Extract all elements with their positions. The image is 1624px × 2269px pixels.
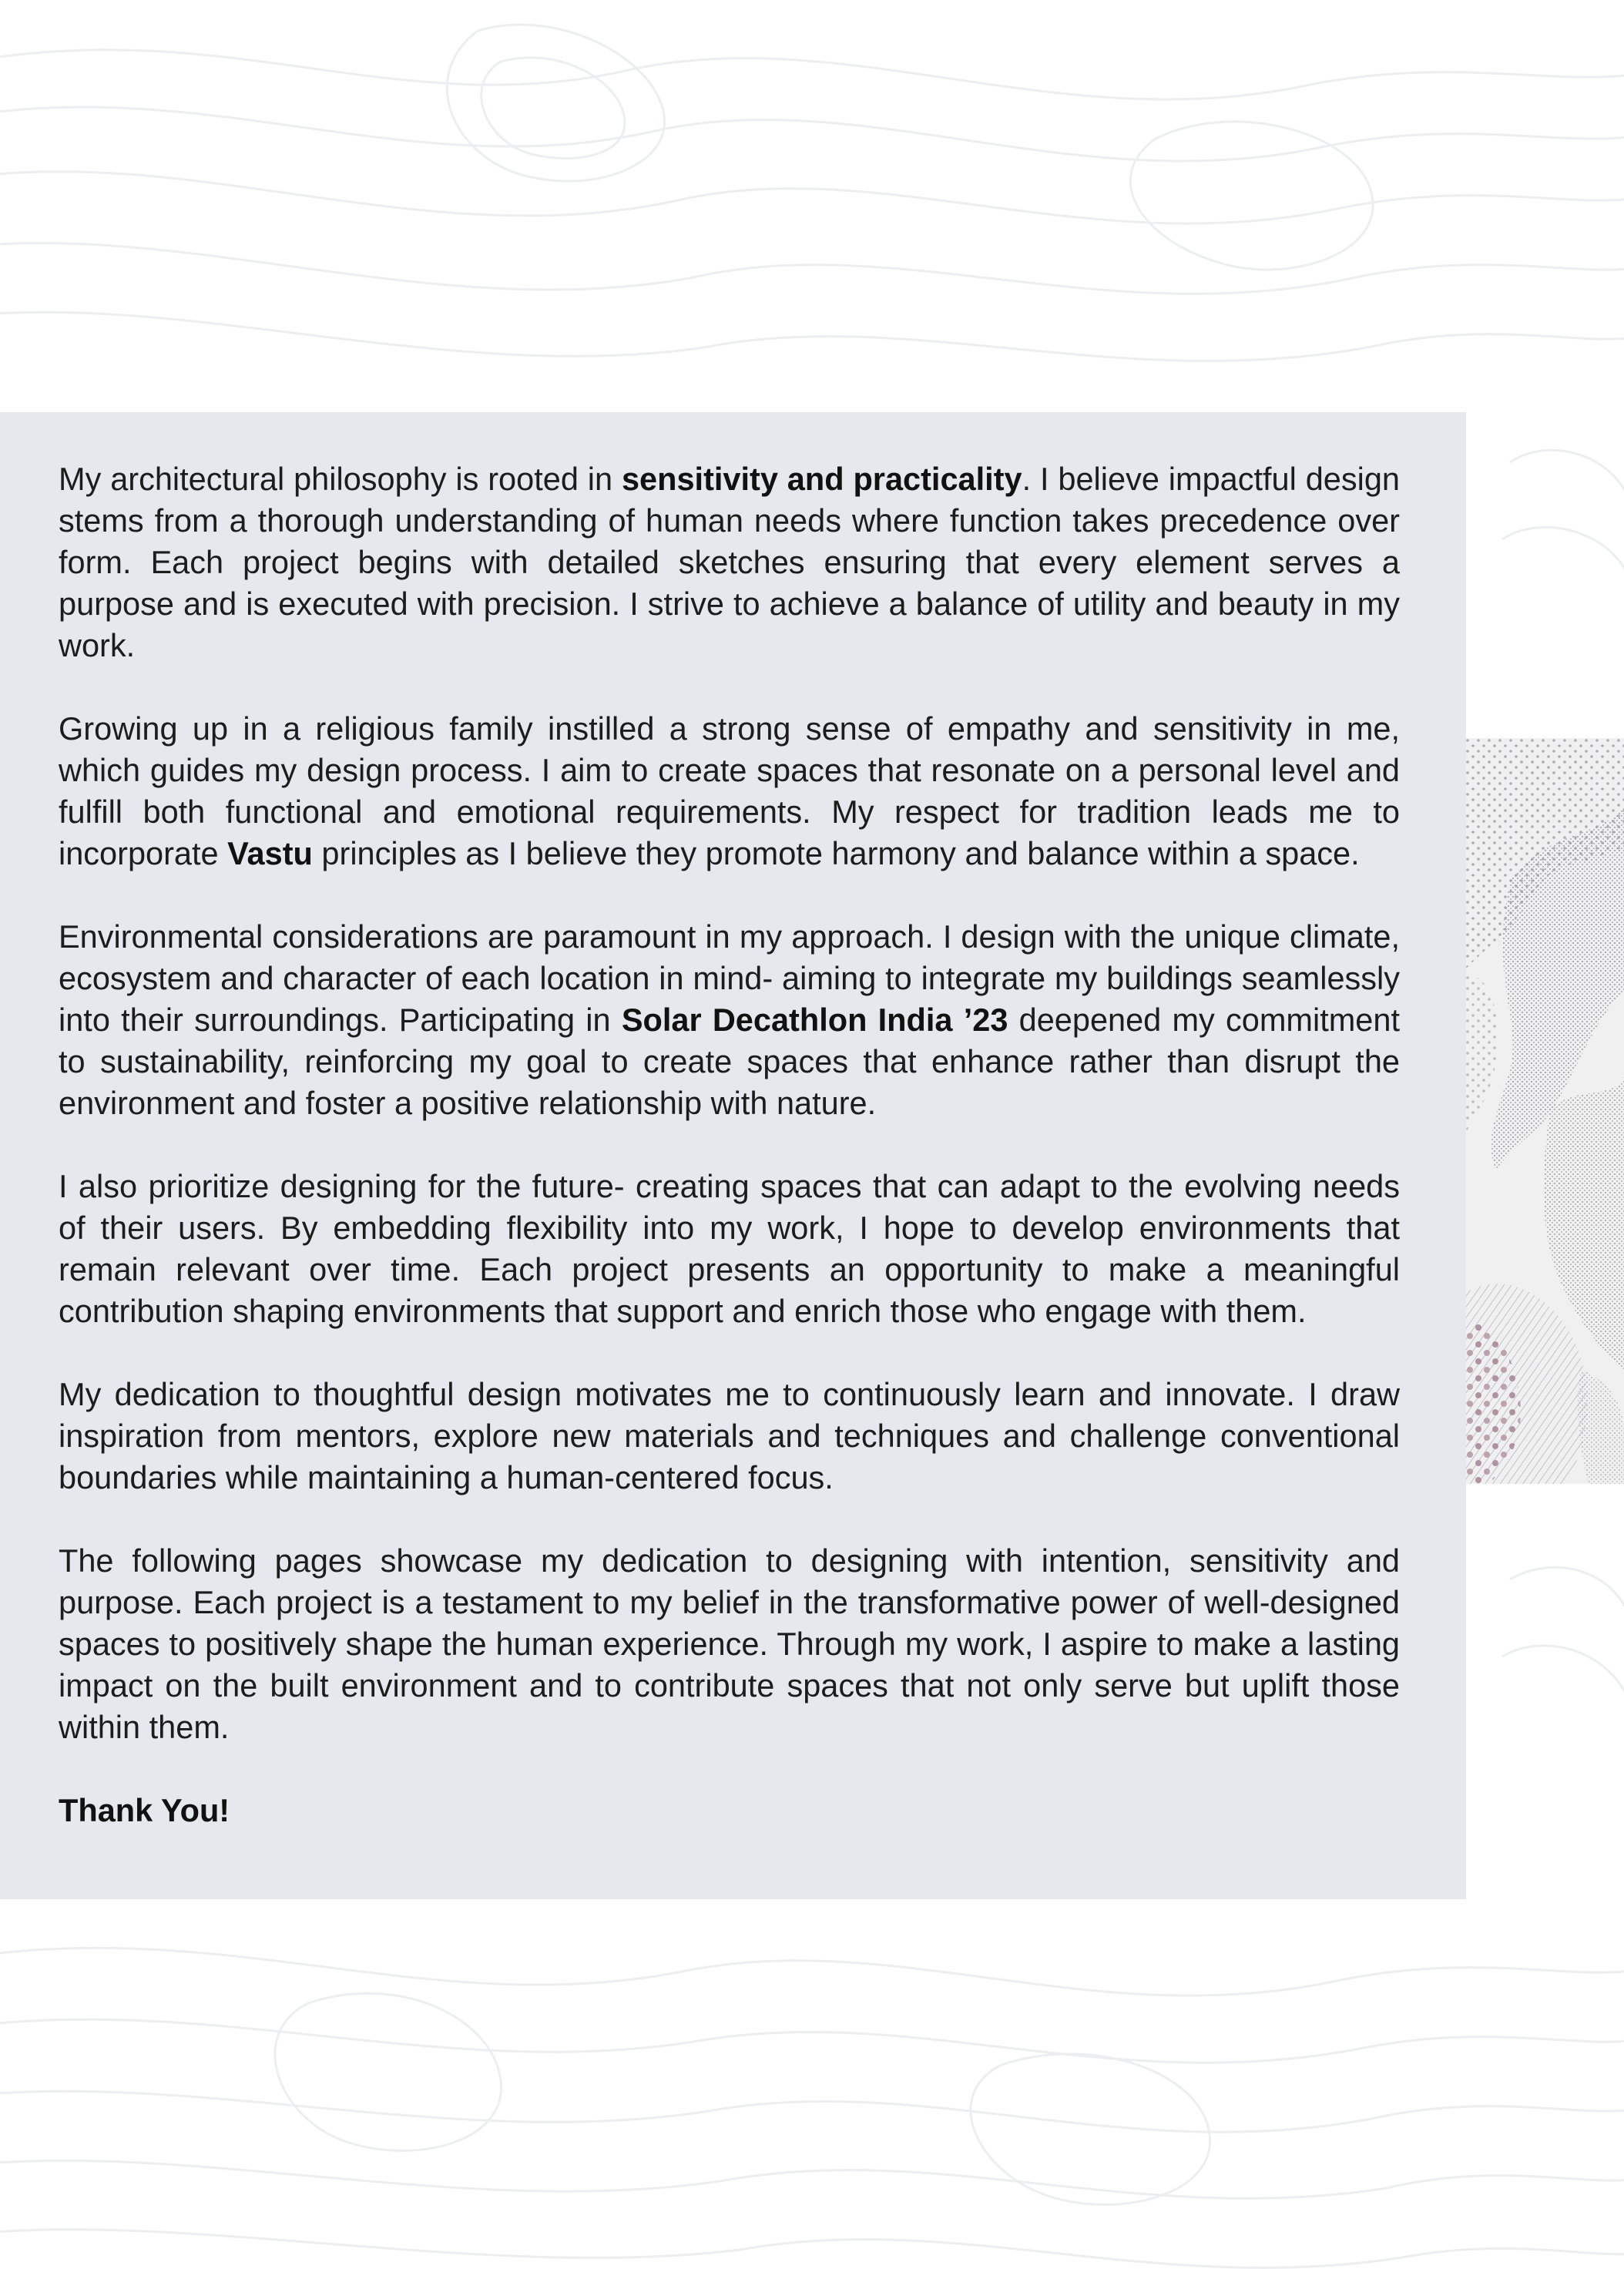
philosophy-paragraph-1 [59,458,1400,666]
paragraph-text: Environmental considerations are paramount in my approach. I design with the unique climate, ecosystem and character of each location in mind- aiming to integrate my buildings seamlessly into their surroundings. Participating in [59,918,1400,1038]
philosophy-paragraph-5: My dedication to thoughtful design motivates me to continuously learn and innovate. I draw inspiration from mentors, explore new materials and techniques and challenge conventional boundaries while maintaining a human-centered focus. [59,1376,1400,1495]
closing-thank-you: Thank You! [59,1792,230,1828]
paragraph-text: Growing up in a religious family instilled a strong sense of empathy and sensitivity in me, which guides my design process. I aim to create spaces that resonate on a personal level and fulfill both functional and emotional requirements. My respect for tradition leads me to incorporate [59,710,1400,871]
paragraph-text: deepened my commitment to sustainability, reinforcing my goal to create spaces that enhance rather than disrupt the environment and foster a positive relationship with nature. [59,1002,1400,1121]
philosophy-paragraph-3 [59,916,1400,1124]
philosophy-text-panel [0,412,1466,1899]
philosophy-paragraph-2 [59,708,1400,874]
emphasis-text: sensitivity and practicality [621,461,1022,497]
stipple-artwork [1465,738,1624,1484]
paragraph-text: . I believe impactful design stems from a thorough understanding of human needs where function takes precedence over form. Each project begins with detailed sketches ensuring that every element serves a purpose and is executed with precision. I strive to achieve a balance of utility and beauty in my work. [59,461,1401,663]
philosophy-paragraph-4: I also prioritize designing for the future- creating spaces that can adapt to the evolving needs of their users. By embedding flexibility into my work, I hope to develop environments that remain relevant over time. Each project presents an opportunity to make a meaningful contribution shaping environments that support and enrich those who engage with them. [59,1168,1400,1329]
emphasis-text: Solar Decathlon India ’23 [621,1002,1008,1038]
emphasis-text: Vastu [227,835,313,871]
philosophy-paragraph-6: The following pages showcase my dedication to designing with intention, sensitivity and purpose. Each project is a testament to my belief in the transformative power of well-designed spaces to positively shape the human experience. Through my work, I aspire to make a lasting impact on the built environment and to contribute spaces that not only serve but uplift those within them. [59,1542,1400,1745]
paragraph-text: principles as I believe they promote harmony and balance within a space. [312,835,1360,871]
paragraph-text: My architectural philosophy is rooted in [59,461,622,497]
stipple-artwork-graphic [1465,738,1624,1484]
